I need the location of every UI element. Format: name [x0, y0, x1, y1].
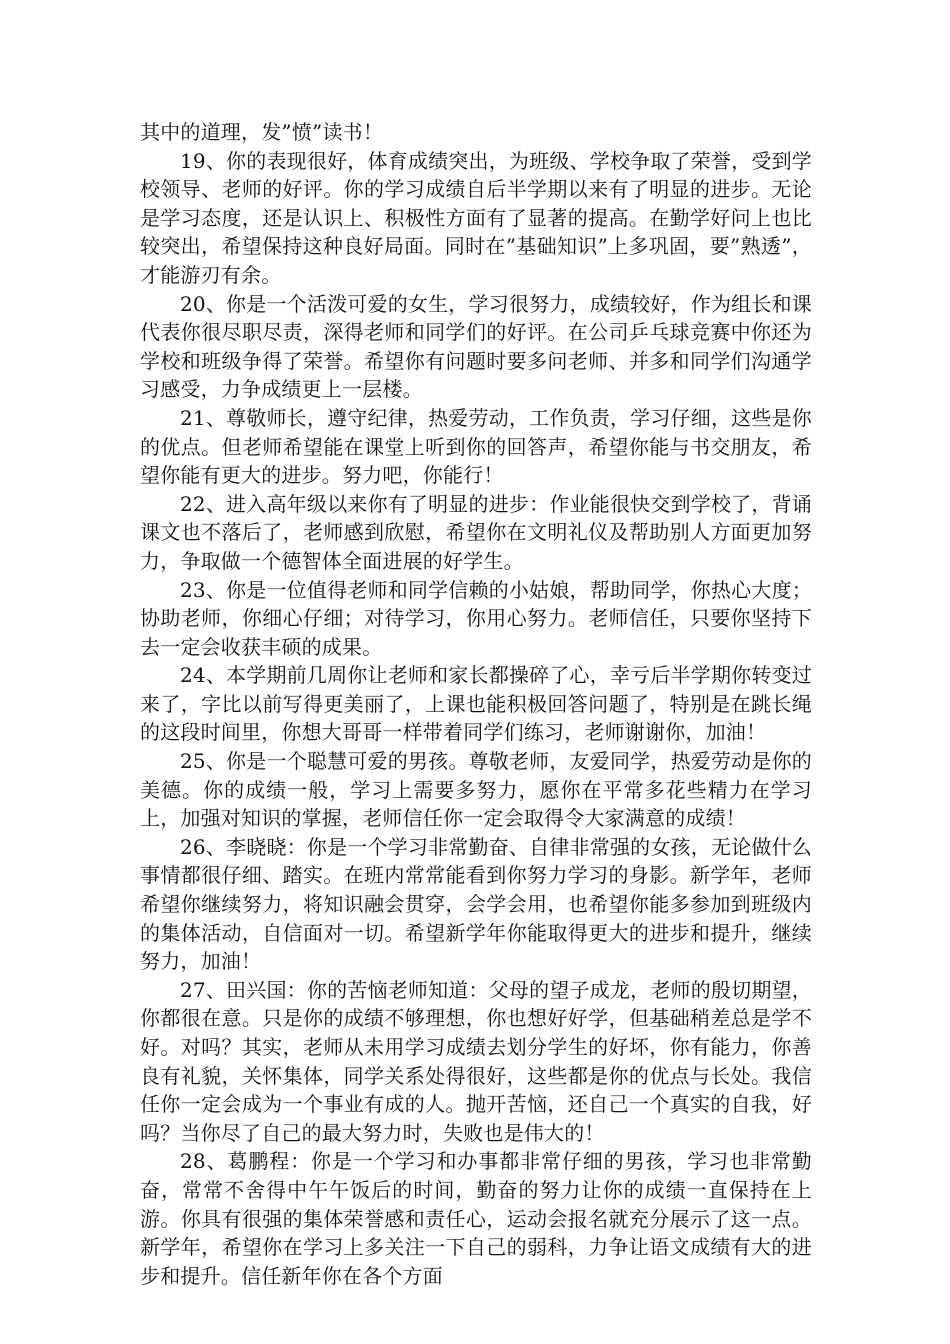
paragraph-continuation: 其中的道理，发”愤”读书！ [140, 120, 384, 144]
paragraph-comment-23: 23、你是一位值得老师和同学信赖的小姑娘，帮助同学，你热心大度；协助老师，你细心仔细；对待学习，你用心努力。老师信任，只要你坚持下去一定会收获丰硕的成果。 [140, 577, 812, 659]
paragraph-comment-27: 27、田兴国：你的苦恼老师知道：父母的望子成龙，老师的殷切期望，你都很在意。只是你的成绩不够理想，你也想好好学，但基础稍差总是学不好。对吗？其实，老师从未用学习成绩去划分学生的好坏，你有能力，你善良有礼貌，关怀集体，同学关系处得很好，这些都是你的优点与长处。我信任你一定会成为一个事业有成的人。抛开苦恼，还自己一个真实的自我，好吗？当你尽了自己的最大努力时，失败也是伟大的！ [140, 977, 812, 1145]
document-page [140, 118, 812, 1290]
paragraph-comment-19: 19、你的表现很好，体育成绩突出，为班级、学校争取了荣誉，受到学校领导、老师的好评。你的学习成绩自后半学期以来有了明显的进步。无论是学习态度，还是认识上、积极性方面有了显著的提高。在勤学好问上也比较突出，希望保持这种良好局面。同时在”基础知识”上多巩固，要”熟透”，才能游刃有余。 [140, 148, 812, 287]
paragraph-comment-28: 28、葛鹏程：你是一个学习和办事都非常仔细的男孩，学习也非常勤奋，常常不舍得中午午饭后的时间，勤奋的努力让你的成绩一直保持在上游。你具有很强的集体荣誉感和责任心，运动会报名就充分展示了这一点。新学年，希望你在学习上多关注一下自己的弱科，力争让语文成绩有大的进步和提升。信任新年你在各个方面 [140, 1149, 812, 1288]
paragraph-comment-22: 22、进入高年级以来你有了明显的进步：作业能很快交到学校了，背诵课文也不落后了，老师感到欣慰，希望你在文明礼仪及帮助别人方面更加努力，争取做一个德智体全面进展的好学生。 [140, 491, 812, 573]
paragraph-comment-21: 21、尊敬师长，遵守纪律，热爱劳动，工作负责，学习仔细，这些是你的优点。但老师希望能在课堂上听到你的回答声，希望你能与书交朋友，希望你能有更大的进步。努力吧，你能行！ [140, 405, 812, 488]
paragraph-comment-24: 24、本学期前几周你让老师和家长都操碎了心，幸亏后半学期你转变过来了，字比以前写得更美丽了，上课也能积极回答问题了，特别是在跳长绳的这段时间里，你想大哥哥一样带着同学们练习，老师谢谢你，加油！ [140, 663, 812, 745]
paragraph-comment-26: 26、李晓晓：你是一个学习非常勤奋、自律非常强的女孩，无论做什么事情都很仔细、踏实。在班内常常能看到你努力学习的身影。新学年，老师希望你继续努力，将知识融会贯穿，会学会用，也希望你能多参加到班级内的集体活动，自信面对一切。希望新学年你能取得更大的进步和提升，继续努力，加油！ [140, 834, 812, 974]
paragraph-comment-25: 25、你是一个聪慧可爱的男孩。尊敬老师，友爱同学，热爱劳动是你的美德。你的成绩一般，学习上需要多努力，愿你在平常多花些精力在学习上，加强对知识的掌握，老师信任你一定会取得令大家满意的成绩！ [140, 749, 812, 831]
paragraph-comment-20: 20、你是一个活泼可爱的女生，学习很努力，成绩较好，作为组长和课代表你很尽职尽责，深得老师和同学们的好评。在公司乒乓球竞赛中你还为学校和班级争得了荣誉。希望你有问题时要多问老师、并多和同学们沟通学习感受，力争成绩更上一层楼。 [140, 291, 812, 402]
